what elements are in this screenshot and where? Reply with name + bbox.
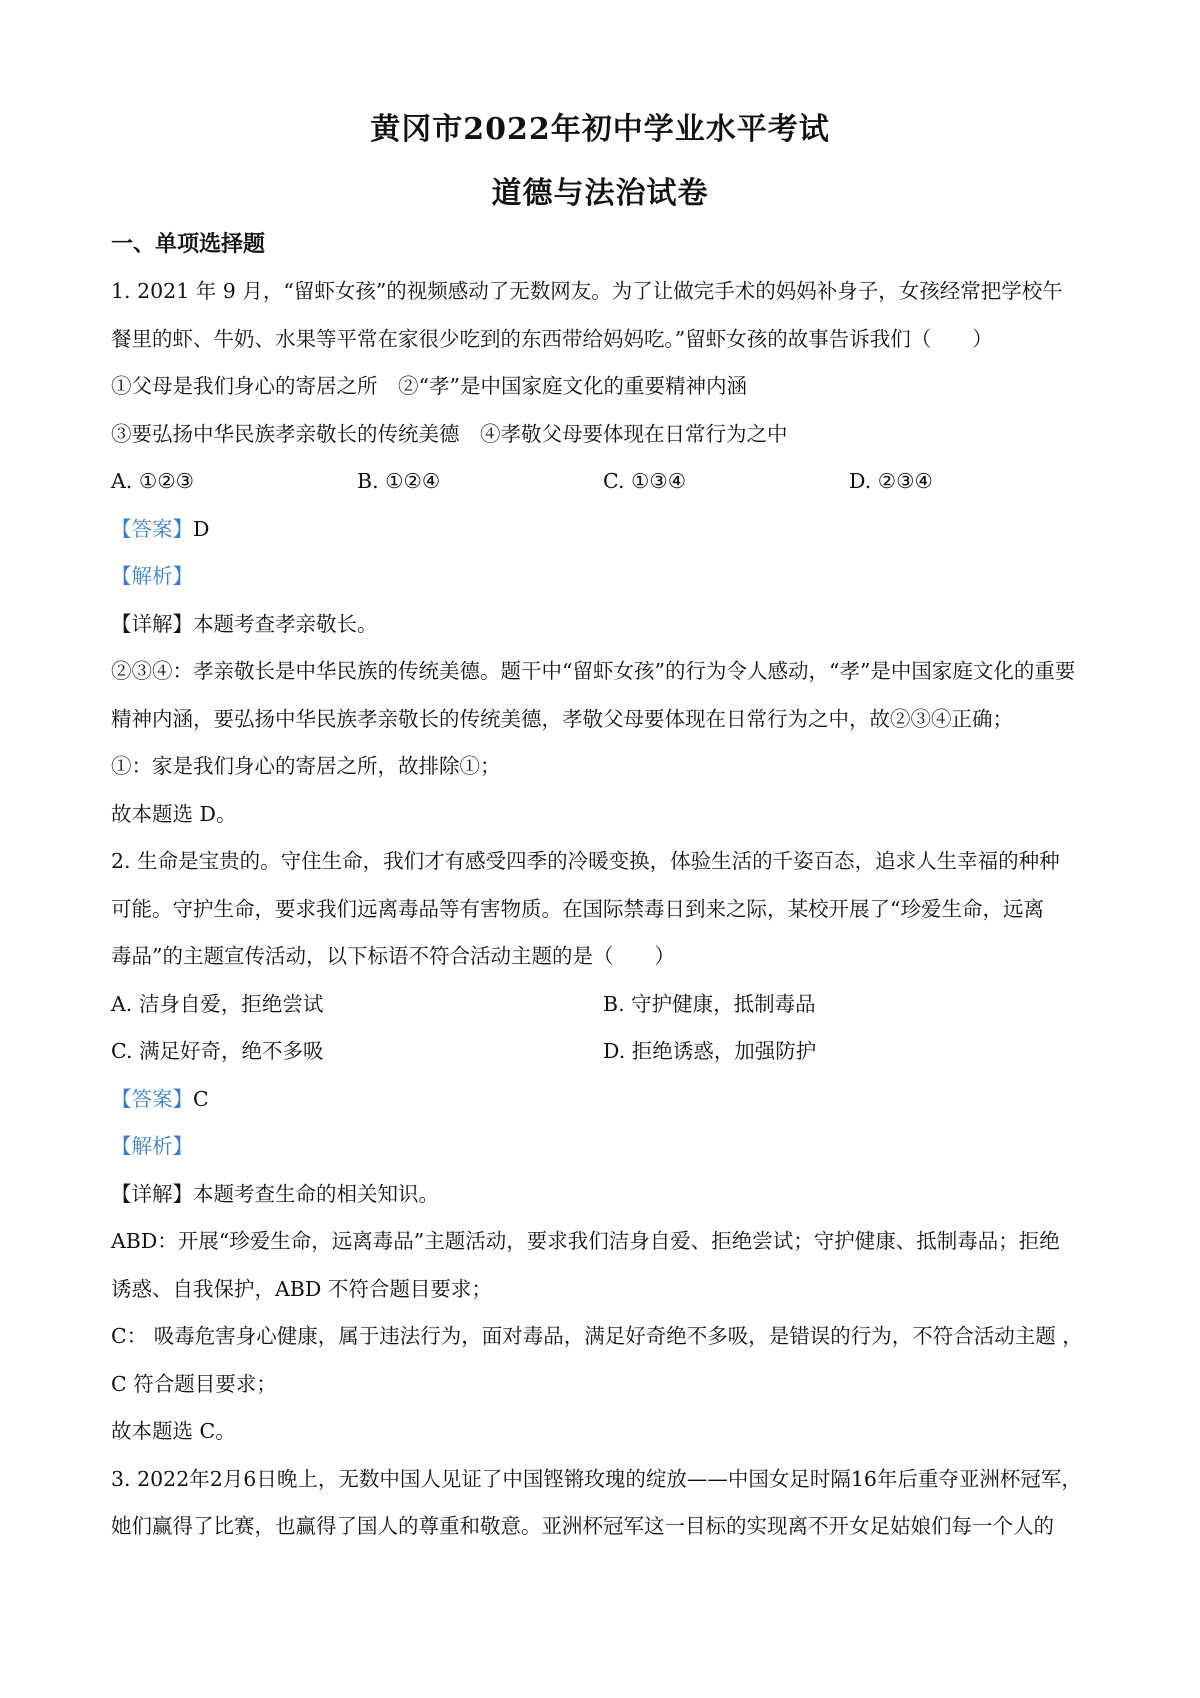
q2-option-b: B. 守护健康，抵制毒品	[603, 991, 816, 1016]
q1-explanation-3: ①：家是我们身心的寄居之所，故排除①；	[111, 754, 501, 778]
q2-option-a: A. 洁身自爱，拒绝尝试	[111, 991, 324, 1016]
q1-stem-line-1: 1. 2021 年 9 月，“留虾女孩”的视频感动了无数网友。为了让做完手术的妈妈补身子，女孩经常把学校午	[111, 279, 1063, 303]
answer-value: C	[193, 1086, 209, 1111]
q1-explanation-2: 精神内涵，要弘扬中华民族孝亲敬长的传统美德，孝敬父母要体现在日常行为之中，故②③④正确；	[111, 706, 1013, 731]
answer-tag: 【答案】	[111, 516, 193, 541]
q2-explanation-1: ABD：开展“珍爱生命，远离毒品”主题活动，要求我们洁身自爱、拒绝尝试；守护健康、抵制毒品；拒绝	[111, 1229, 1060, 1253]
q2-explanation-4: C 符合题目要求；	[111, 1371, 277, 1396]
q2-stem-line-3: 毒品”的主题宣传活动，以下标语不符合活动主题的是（ ）	[111, 944, 675, 968]
q3-stem-line-2: 她们赢得了比赛，也赢得了国人的尊重和敬意。亚洲杯冠军这一目标的实现离不开女足姑娘们每一个人的	[111, 1514, 1054, 1538]
q2-explanation-5: 故本题选 C。	[111, 1419, 236, 1443]
q1-options	[111, 458, 1096, 506]
q2-option-d: D. 拒绝诱惑，加强防护	[603, 1039, 817, 1063]
answer-tag: 【答案】	[111, 1086, 193, 1111]
q2-options-row-2	[111, 1028, 1096, 1076]
q1-explanation-4: 故本题选 D。	[111, 801, 237, 826]
q1-option-b: B. ①②④	[357, 469, 441, 493]
q1-detail: 【详解】本题考查孝亲敬长。	[111, 611, 378, 636]
q1-option-c: C. ①③④	[603, 469, 687, 493]
exam-title: 黄冈市2022年初中学业水平考试	[370, 112, 830, 147]
exam-subtitle: 道德与法治试卷	[491, 176, 709, 211]
q2-option-c: C. 满足好奇，绝不多吸	[111, 1039, 324, 1063]
q1-option-a: A. ①②③	[111, 469, 194, 493]
q2-stem-line-2: 可能。守护生命，要求我们远离毒品等有害物质。在国际禁毒日到来之际，某校开展了“珍爱生命，远离	[111, 896, 1044, 921]
q2-stem-line-1: 2. 生命是宝贵的。守住生命，我们才有感受四季的冷暖变换，体验生活的千姿百态，追求人生幸福的种种	[111, 849, 1060, 873]
q2-options-row-1	[111, 981, 1096, 1029]
q2-detail: 【详解】本题考查生命的相关知识。	[111, 1181, 439, 1206]
section-heading: 一、单项选择题	[111, 231, 266, 257]
answer-value: D	[193, 516, 210, 541]
q1-analysis-tag: 【解析】	[111, 564, 193, 588]
q2-explanation-3: C： 吸毒危害身心健康，属于违法行为，面对毒品，满足好奇绝不多吸，是错误的行为，不符合活动主题 ，	[111, 1324, 1083, 1348]
q3-stem-line-1: 3. 2022年2月6日晚上，无数中国人见证了中国铿锵玫瑰的绽放——中国女足时隔16年后重夺亚洲杯冠军，	[111, 1466, 1082, 1491]
q1-explanation-1: ②③④：孝亲敬长是中华民族的传统美德。题干中“留虾女孩”的行为令人感动，“孝”是中国家庭文化的重要	[111, 659, 1076, 683]
q1-answer	[111, 506, 1096, 554]
question-list	[111, 268, 1096, 1551]
q1-item-line-1: ①父母是我们身心的寄居之所 ②“孝”是中国家庭文化的重要精神内涵	[111, 374, 747, 398]
q1-item-line-2: ③要弘扬中华民族孝亲敬长的传统美德 ④孝敬父母要体现在日常行为之中	[111, 421, 788, 446]
q1-stem-line-2: 餐里的虾、牛奶、水果等平常在家很少吃到的东西带给妈妈吃。”留虾女孩的故事告诉我们（ ）	[111, 326, 993, 351]
q1-option-d: D. ②③④	[849, 469, 933, 493]
q2-explanation-2: 诱惑、自我保护，ABD 不符合题目要求；	[111, 1276, 492, 1301]
q2-answer	[111, 1076, 1096, 1124]
q2-analysis-tag: 【解析】	[111, 1134, 193, 1158]
